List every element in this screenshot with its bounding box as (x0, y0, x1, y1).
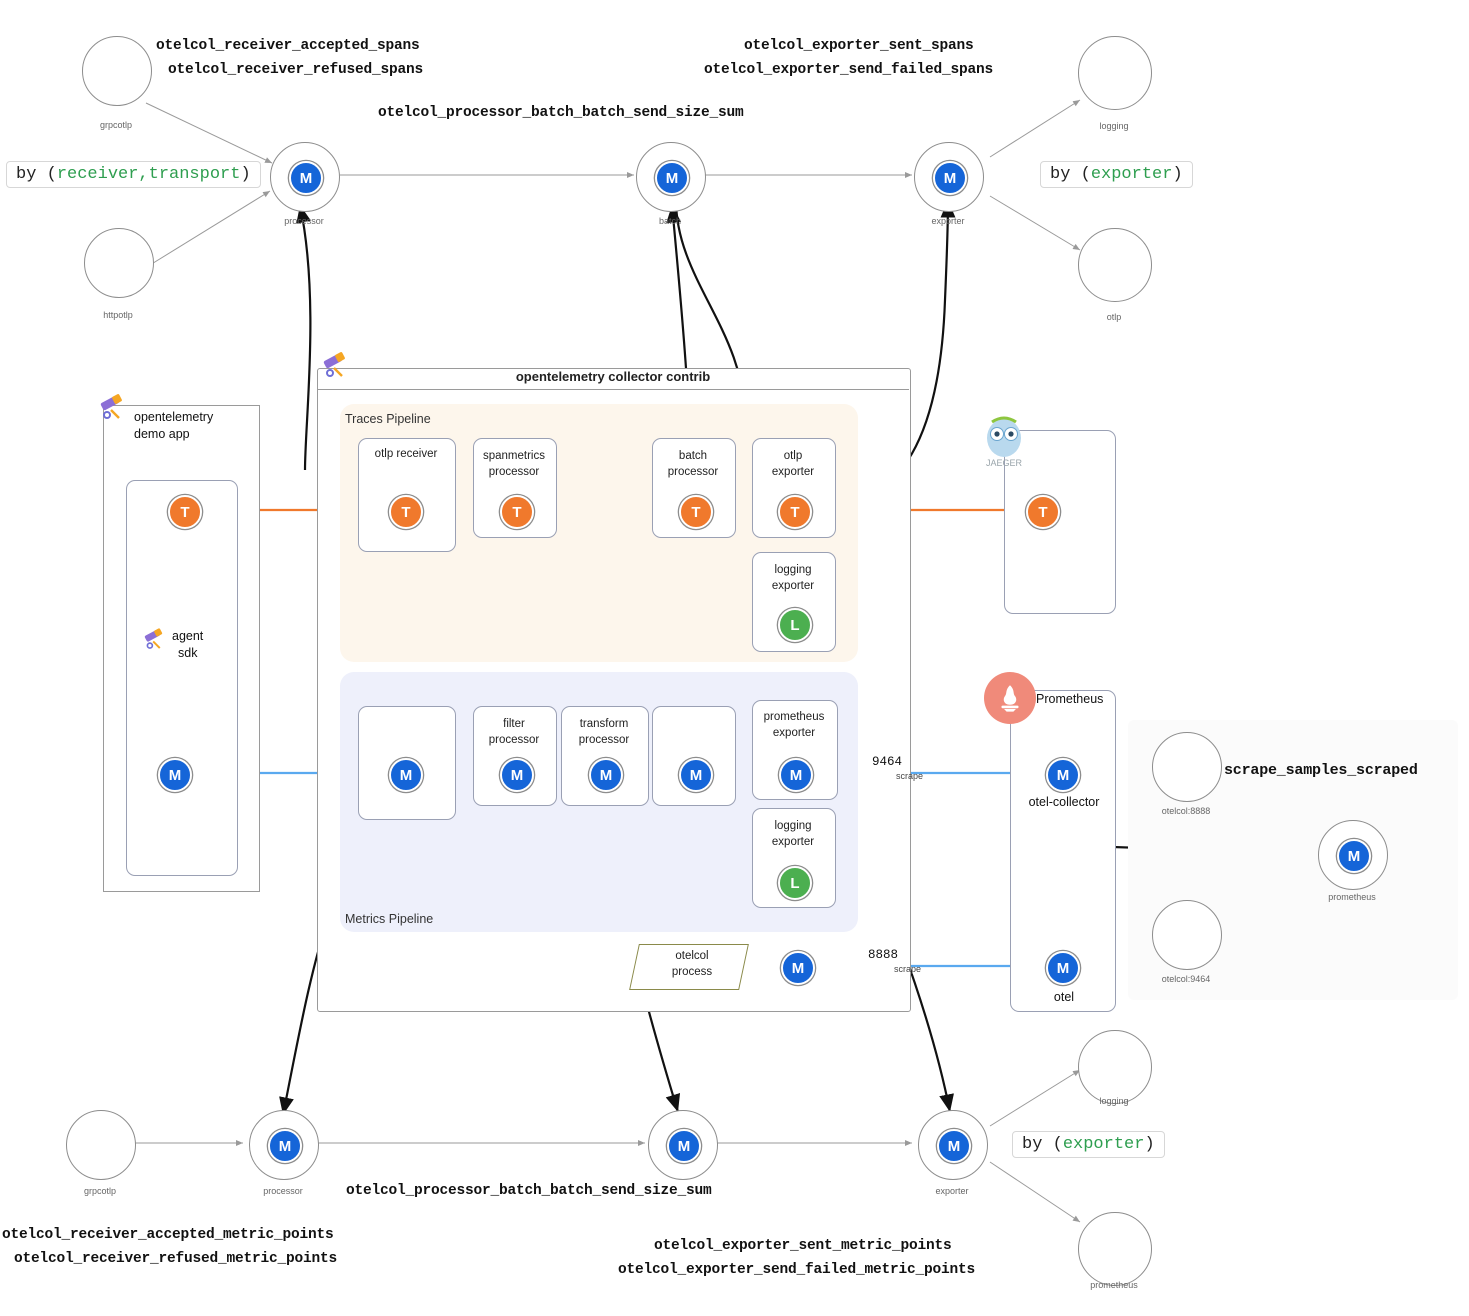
stage-logging-exporter-metrics-line2: exporter (771, 836, 815, 848)
by-exporter-top (1040, 161, 1193, 188)
demo-app-label-line2: demo app (134, 427, 190, 441)
node-httpotlp-top-caption: httpotlp (103, 310, 133, 320)
node-httpotlp-top[interactable] (84, 228, 154, 298)
label-exporter-sent-spans: otelcol_exporter_sent_spans (744, 38, 974, 54)
otelcol-process-line1: otelcol (675, 950, 709, 962)
stage-otlp-exporter-line2: exporter (771, 466, 815, 478)
metrics-pipeline-title: Metrics Pipeline (345, 912, 434, 926)
stage-spanmetrics-line2: processor (488, 466, 540, 478)
scrape-action-8888: scrape (894, 964, 922, 974)
scrape-port-8888: 8888 (868, 948, 899, 962)
node-processor-bottom-caption: processor (263, 1186, 303, 1196)
by-exporter-bottom (1012, 1131, 1165, 1158)
by-prefix: by (1022, 1135, 1053, 1154)
by-args: exporter (1062, 1135, 1145, 1154)
badge-metric-receiver: M (389, 758, 423, 792)
by-receiver-transport (6, 161, 261, 188)
stage-batch-line1: batch (678, 450, 708, 462)
node-otelcol-9464[interactable] (1152, 900, 1222, 970)
stage-prometheus-exporter-line1: prometheus (763, 711, 825, 723)
node-grpcotlp-bottom[interactable] (66, 1110, 136, 1180)
badge-trace-otlp-receiver: T (389, 495, 423, 529)
badge-metric-batch-pipeline: M (679, 758, 713, 792)
stage-transform-line1: transform (579, 718, 629, 730)
demo-app-label-line1: opentelemetry (134, 410, 214, 424)
telescope-icon-demo-app (95, 390, 129, 424)
node-otelcol-8888[interactable] (1152, 732, 1222, 802)
stage-filter-line1: filter (503, 718, 525, 730)
label-exporter-send-failed-metric-points: otelcol_exporter_send_failed_metric_points (618, 1262, 976, 1278)
badge-trace-otlp-exporter: T (778, 495, 812, 529)
node-logging-top[interactable] (1078, 36, 1152, 110)
label-receiver-accepted-metric-points: otelcol_receiver_accepted_metric_points (2, 1227, 334, 1243)
by-close: ) (240, 165, 251, 184)
node-grpcotlp-bottom-caption: grpcotlp (83, 1186, 117, 1196)
stage-batch-line2: processor (667, 466, 719, 478)
node-grpcotlp-top[interactable] (82, 36, 152, 106)
prometheus-label: Prometheus (1036, 692, 1104, 706)
badge-trace-jaeger: T (1026, 495, 1060, 529)
by-args: exporter (1090, 165, 1173, 184)
badge-metric-filter: M (500, 758, 534, 792)
badge-metric-prometheus-exporter: M (779, 758, 813, 792)
by-prefix: by (1050, 165, 1081, 184)
by-close: ) (1144, 1135, 1155, 1154)
stage-spanmetrics-line1: spanmetrics (483, 450, 545, 462)
by-open: ( (1080, 165, 1091, 184)
scrape-target-otel-collector: otel-collector (1028, 795, 1100, 809)
stage-logging-exporter-metrics-line1: logging (774, 820, 812, 832)
stage-otlp-exporter-line1: otlp (783, 450, 803, 462)
badge-metric-exporter-bottom: M (937, 1129, 971, 1163)
node-grpcotlp-top-caption: grpcotlp (99, 120, 133, 130)
badge-trace-batch: T (679, 495, 713, 529)
node-logging-top-caption: logging (1099, 121, 1129, 131)
badge-log-traces: L (778, 608, 812, 642)
stage-filter-line2: processor (488, 734, 540, 746)
badge-metric-app: M (158, 758, 192, 792)
collector-title: opentelemetry collector contrib (515, 369, 711, 384)
scrape-action-9464: scrape (896, 771, 924, 781)
by-prefix: by (16, 165, 47, 184)
node-otlp-top-caption: otlp (1106, 312, 1122, 322)
badge-metric-batch-bottom: M (667, 1129, 701, 1163)
badge-metric-prometheus-right: M (1337, 839, 1371, 873)
label-batch-send-size-top: otelcol_processor_batch_batch_send_size_sum (378, 105, 744, 121)
label-exporter-send-failed-spans: otelcol_exporter_send_failed_spans (704, 62, 994, 78)
label-exporter-sent-metric-points: otelcol_exporter_sent_metric_points (654, 1238, 952, 1254)
label-receiver-refused-spans: otelcol_receiver_refused_spans (168, 62, 424, 78)
badge-metric-transform: M (589, 758, 623, 792)
stage-prometheus-exporter-line2: exporter (772, 727, 816, 739)
badge-metric-otel-scrape: M (1046, 951, 1080, 985)
stage-logging-exporter-traces-line1: logging (774, 564, 812, 576)
stage-transform-line2: processor (578, 734, 630, 746)
label-batch-send-size-bottom: otelcol_processor_batch_batch_send_size_sum (346, 1183, 712, 1199)
badge-trace-spanmetrics: T (500, 495, 534, 529)
svg-text:JAEGER: JAEGER (985, 458, 1023, 468)
node-batch-top-caption: batch (658, 216, 682, 226)
node-otelcol-8888-caption: otelcol:8888 (1161, 806, 1211, 816)
by-open: ( (46, 165, 57, 184)
node-otlp-top[interactable] (1078, 228, 1152, 302)
node-otelcol-9464-caption: otelcol:9464 (1161, 974, 1211, 984)
otelcol-process-line2: process (671, 966, 713, 978)
stage-otlp-receiver-label: otlp receiver (374, 448, 438, 460)
label-receiver-refused-metric-points: otelcol_receiver_refused_metric_points (14, 1251, 338, 1267)
telescope-icon-collector (318, 348, 352, 382)
node-prometheus-bottom[interactable] (1078, 1212, 1152, 1286)
badge-metric-processor-bottom: M (268, 1129, 302, 1163)
telescope-icon-agent-sdk (140, 625, 168, 653)
scrape-port-9464: 9464 (872, 755, 903, 769)
node-logging-bottom-caption: logging (1099, 1096, 1129, 1106)
badge-log-metrics: L (778, 866, 812, 900)
by-close: ) (1172, 165, 1183, 184)
node-exporter-bottom-caption: exporter (935, 1186, 969, 1196)
scrape-target-otel: otel (1053, 990, 1075, 1004)
node-processor-top-caption: processor (284, 216, 324, 226)
prometheus-icon (984, 672, 1036, 724)
by-args: receiver,transport (56, 165, 241, 184)
badge-metric-processor-top: M (289, 161, 323, 195)
traces-pipeline-title: Traces Pipeline (345, 412, 431, 426)
node-logging-bottom[interactable] (1078, 1030, 1152, 1104)
badge-metric-otelcol-process: M (781, 951, 815, 985)
jaeger-icon (978, 414, 1030, 470)
stage-logging-exporter-traces-line2: exporter (771, 580, 815, 592)
by-open: ( (1052, 1135, 1063, 1154)
badge-metric-otel-collector-scrape: M (1046, 758, 1080, 792)
node-prometheus-right-caption: prometheus (1328, 892, 1376, 902)
label-scrape-samples-scraped: scrape_samples_scraped (1224, 762, 1418, 779)
node-exporter-top-caption: exporter (931, 216, 965, 226)
badge-metric-exporter-top: M (933, 161, 967, 195)
node-prometheus-bottom-caption: prometheus (1090, 1280, 1138, 1290)
agent-sdk-box (126, 480, 238, 876)
badge-metric-batch-top: M (655, 161, 689, 195)
agent-sdk-label-line1: agent (172, 629, 204, 643)
collector-divider (317, 389, 909, 390)
badge-trace-app: T (168, 495, 202, 529)
label-receiver-accepted-spans: otelcol_receiver_accepted_spans (156, 38, 420, 54)
agent-sdk-label-line2: sdk (178, 646, 198, 660)
